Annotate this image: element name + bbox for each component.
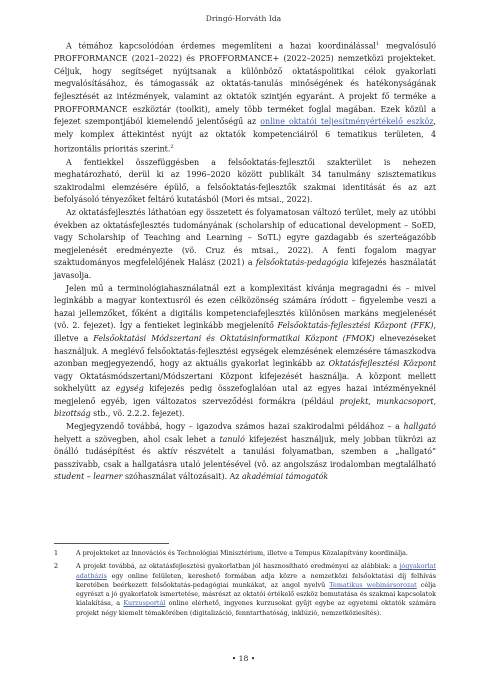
text-run: célja egyrészt a jó gyakorlatok ismertetése, másrészt az oktatói értékelő eszköz bemutatása és szakmai kapcsolatok kialakítása, a	[76, 580, 436, 608]
page-number: • 18 •	[231, 654, 256, 663]
footnote-text	[76, 562, 436, 618]
text-run: A fentiekkel összefüggésben a felsőoktatás-fejlesztői szakterület is nehezen meghatározható, derül ki az 1996–2020 között publikált 34 tanulmány szisztematikus szakirodalmi elemzésére épülő, a felsőoktatás-fejlesztők szakmai identitását és az azt befolyásoló tényezőket feltáró kutatásból (Mori és mtsai., 2022).	[54, 157, 436, 205]
text-run: Az oktatásfejlesztés láthatóan egy összetett és folyamatosan változó terület, mely az utóbbi években az oktatásfejlesztés tudományának (scholarship of educational development – SoED, vagy Scholarship of Teaching and Learning – SoTL) egyre gazdagabb és szerteágazóbb megjelenését eredményezte (vö. Cruz és mtsai., 2022). A fenti fogalom magyar szaktudományos megfelelőjének Halász (2021) a	[54, 207, 436, 268]
italic-term: Felsőoktatási Módszertani és Oktatásinformatikai Központ (FMOK)	[93, 333, 375, 343]
footnote-1	[54, 549, 436, 558]
footnote-text	[76, 549, 436, 558]
italic-term: projekt, munkacsoport, bizottság	[54, 396, 437, 419]
paragraph-1	[54, 38, 436, 157]
italic-term: hallgató	[403, 422, 436, 432]
text-run: Jelen mű a terminológiahasználatnál ezt a komplexitást kívánja megragadni és – mivel leginkább a magyar kontextusról és ezen célközönség számára íródott – figyelembe veszi a hazai jellemzőket, főként a digitális kompetenciafejlesztés különösen markáns megjelenését (vö. 2. fejezet). Így a fentieket leginkább megjelenítő	[54, 283, 436, 331]
text-run: kifejezést használjuk, mely jobban tükrözi az önálló tudásépítést és aktív részvételt a tanulási folyamatban, szemben a „hallgató” passzívabb, csak a hallgatásra utaló jelentésével (vö. az angolszász irodalomban megtalálható	[54, 434, 437, 469]
text-run: szóhasználat változásait). Az	[122, 472, 242, 482]
text-run: A témához kapcsolódóan érdemes megemlíteni a hazai koordinálással	[66, 41, 376, 51]
italic-term: student – learner	[54, 472, 123, 482]
paragraph-4	[54, 283, 436, 422]
hyperlink[interactable]: online oktatói teljesítményértékelő eszköz	[260, 117, 434, 127]
italic-term: Felsőoktatás-fejlesztési Központ (FFK)	[277, 321, 434, 331]
footnote-number: 1	[54, 549, 59, 557]
text-run: A projekt továbbá, az oktatásfejlesztési gyakorlatban jól hasznosítható eredményei az alábbiak: a	[76, 562, 400, 571]
italic-term: egység	[115, 384, 144, 394]
italic-term: tanuló	[219, 434, 245, 444]
hyperlink[interactable]: Kurzusportál	[123, 599, 166, 608]
paragraph-3	[54, 207, 436, 283]
italic-term: Oktatásfejlesztési Központ	[328, 359, 436, 369]
footnote-marker: 1	[375, 41, 380, 47]
text-run: , mely komplex áttekintést nyújt az oktatók kompetenciáiról 6 tematikus területen, 4 horizontális prioritás szerint.	[54, 117, 436, 154]
text-run: vagy Oktatásmódszertani/Módszertani Központ kifejezését használja. A központ mellett sokhelyütt az	[54, 371, 436, 394]
text-run: , illetve a	[54, 321, 436, 343]
text-run: kifejezés pedig összefoglalóan utal az egyes hazai intézményeknél megjelenő egyéb, igen változatos szerveződési formákra (például	[54, 384, 436, 406]
text-run: stb., vö. 2.2.2. fejezet).	[90, 409, 185, 419]
italic-term: felsőoktatás-pedagógia	[255, 258, 349, 268]
text-run: A projekteket az Innovációs és Technológiai Minisztérium, illetve a Tempus Közalapítvány koordinálja.	[76, 549, 408, 557]
text-run: megvalósuló PROFFORMANCE (2021–2022) és PROFFORMANCE+ (2022–2025) nemzetközi projekteket. Céljuk, hogy segítséget nyújtsanak a különböző oktatáspolitikai célok gyakorlati megvalósításához, és támogassák az oktatás-tanulás minőségének és hatékonyságának fejlesztését az intézmények, valamint az oktatók szintjén egyaránt. A projekt fő terméke a PROFFORMANCE eszköztár (toolkit), amely több terméket foglal magában. Ezek közül a fejezet szempontjából kiemelendő jelentőségű az	[54, 41, 436, 127]
italic-term: akadémiai támogatók	[241, 472, 329, 482]
text-run: kifejezés használatát javasolja.	[54, 258, 436, 280]
paragraph-5	[54, 421, 436, 484]
hyperlink[interactable]: jógyakorlat adatbázis	[76, 562, 436, 580]
footnote-divider	[54, 543, 169, 544]
text-run: online elérhető, ingyenes kurzusokat gyűjt egybe az egyetemi oktatók számára projekt négy kiemelt témakörében (digitalizáció, fenntarthatóság, inklúzió, nemzetköziesítés).	[76, 599, 436, 617]
hyperlink[interactable]: Tematikus webinársorozat	[329, 580, 417, 589]
footnote-number: 2	[54, 562, 59, 571]
footnote-2	[54, 562, 436, 618]
footnotes	[54, 549, 436, 622]
body-text	[54, 38, 436, 484]
text-run: Megjegyzendő továbbá, hogy – igazodva számos hazai szakirodalmi példához – a	[66, 422, 404, 432]
text-run: elnevezéseket használjuk. A meglévő felsőoktatás-fejlesztési egységek elemzésének elemzésére támaszkodva azonban megjegyezendő, hogy az aktuális gyakorlat leginkább az	[54, 333, 437, 369]
running-header: Dringó-Horváth Ida	[205, 14, 282, 23]
paragraph-2	[54, 157, 436, 207]
text-run: egy online felületen, kereshető formában adja közre a nemzetközi felsőoktatási díj felhívás keretében beérkezett felsőoktatás-pedagógiai munkákat, az angol nyelvű	[76, 571, 436, 589]
text-run: helyett a szövegben, ahol csak lehet a	[54, 434, 220, 444]
footnote-marker: 2	[170, 144, 174, 151]
